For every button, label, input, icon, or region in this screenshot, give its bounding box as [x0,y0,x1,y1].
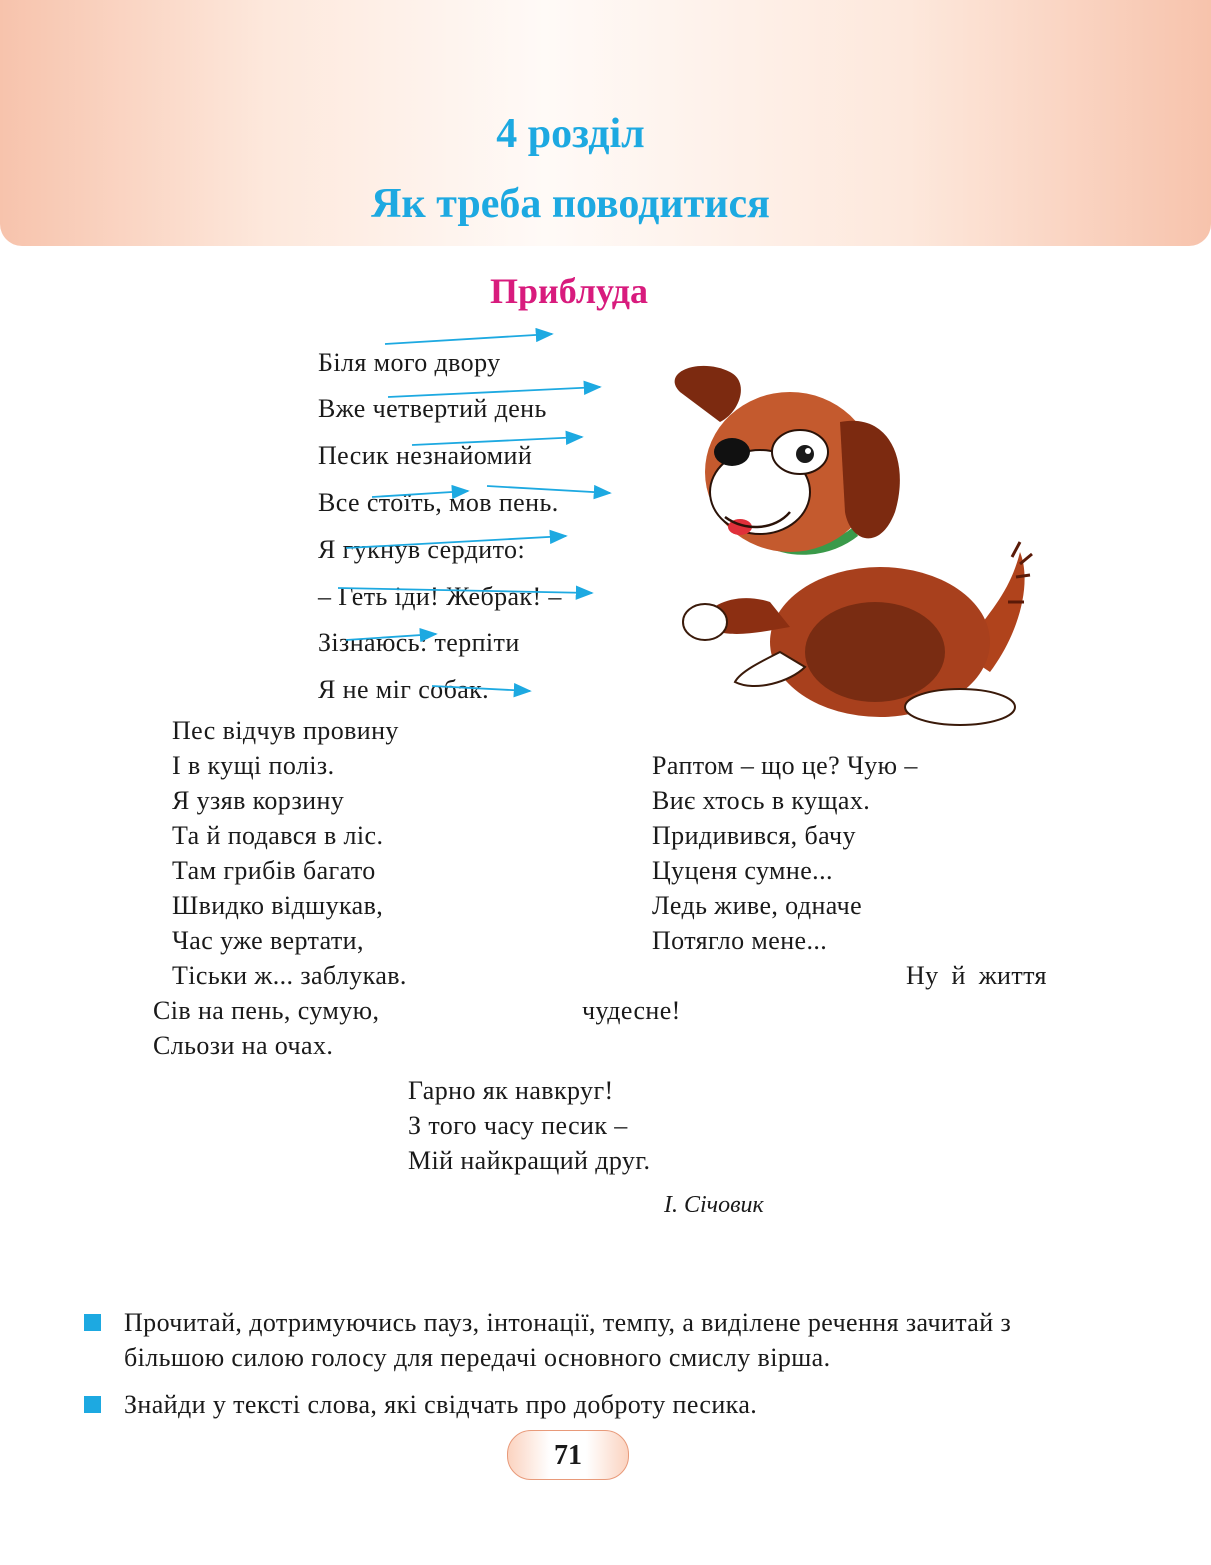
page-number: 71 [507,1430,629,1480]
chapter-number: 4 розділ [496,111,645,157]
poem-line: Сльози на очах. [153,1031,334,1060]
poem-line: Я гукнув сердито: [318,535,526,564]
arrow [372,491,468,497]
poem-line: Ледь живе, одначе [652,891,863,920]
arrow [385,334,552,344]
arrow [412,437,582,445]
task-text: Знайди у тексті слова, які свідчать про доброту песика. [124,1390,758,1419]
arrow [338,588,592,593]
poem-line: Ну й життя [906,961,1047,990]
poem-line: Тіськи ж... заблукав. [172,961,407,990]
poem-line: Потягло мене... [652,926,828,955]
poem-line: – Геть іди! Жебрак! – [318,582,562,611]
poem-line: Я не міг собак. [318,675,490,704]
arrow [487,486,610,493]
poem-line: Все стоїть, мов пень. [318,488,559,517]
poem-line: Цуценя сумне... [652,856,833,885]
arrow [346,536,566,548]
poem-line: Вже четвертий день [318,394,547,423]
poem-author: І. Січовик [664,1192,764,1218]
arrow [432,686,530,691]
poem-line: Швидко відшукав, [172,891,384,920]
puppy-illustration [660,352,1070,732]
poem-line: Сів на пень, сумую, [153,996,380,1025]
poem-line: Виє хтось в кущах. [652,786,871,815]
poem-line: Та й подався в ліс. [172,821,384,850]
poem-line: Мій найкращий друг. [408,1146,651,1175]
poem-line: Там грибів багато [172,856,376,885]
poem-line: Гарно як навкруг! [408,1076,614,1105]
poem-line: Пес відчув провину [172,716,399,745]
task-bullet-icon [84,1314,101,1331]
poem-line: Біля мого двору [318,348,501,377]
poem-line: Час уже вертати, [172,926,364,955]
task-text: Прочитай, дотримуючись пауз, інтонації, темпу, а виділене речення зачитай з більшою силою голосу для передачі основного смислу вірша. [124,1308,1012,1372]
poem-line: І в кущі поліз. [172,751,335,780]
poem-line: Придивився, бачу [652,821,856,850]
poem-line: Я узяв корзину [172,786,345,815]
poem-line: Зізнаюсь: терпіти [318,628,520,657]
poem-line: чудесне! [582,996,681,1025]
arrow [346,634,436,640]
chapter-title: Як треба поводитися [371,181,770,227]
poem-line: З того часу песик – [408,1111,628,1140]
poem-line: Песик незнайомий [318,441,533,470]
arrow [388,387,600,397]
poem-line: Раптом – що це? Чую – [652,751,918,780]
poem-title: Приблуда [489,271,648,311]
task-bullet-icon [84,1396,101,1413]
